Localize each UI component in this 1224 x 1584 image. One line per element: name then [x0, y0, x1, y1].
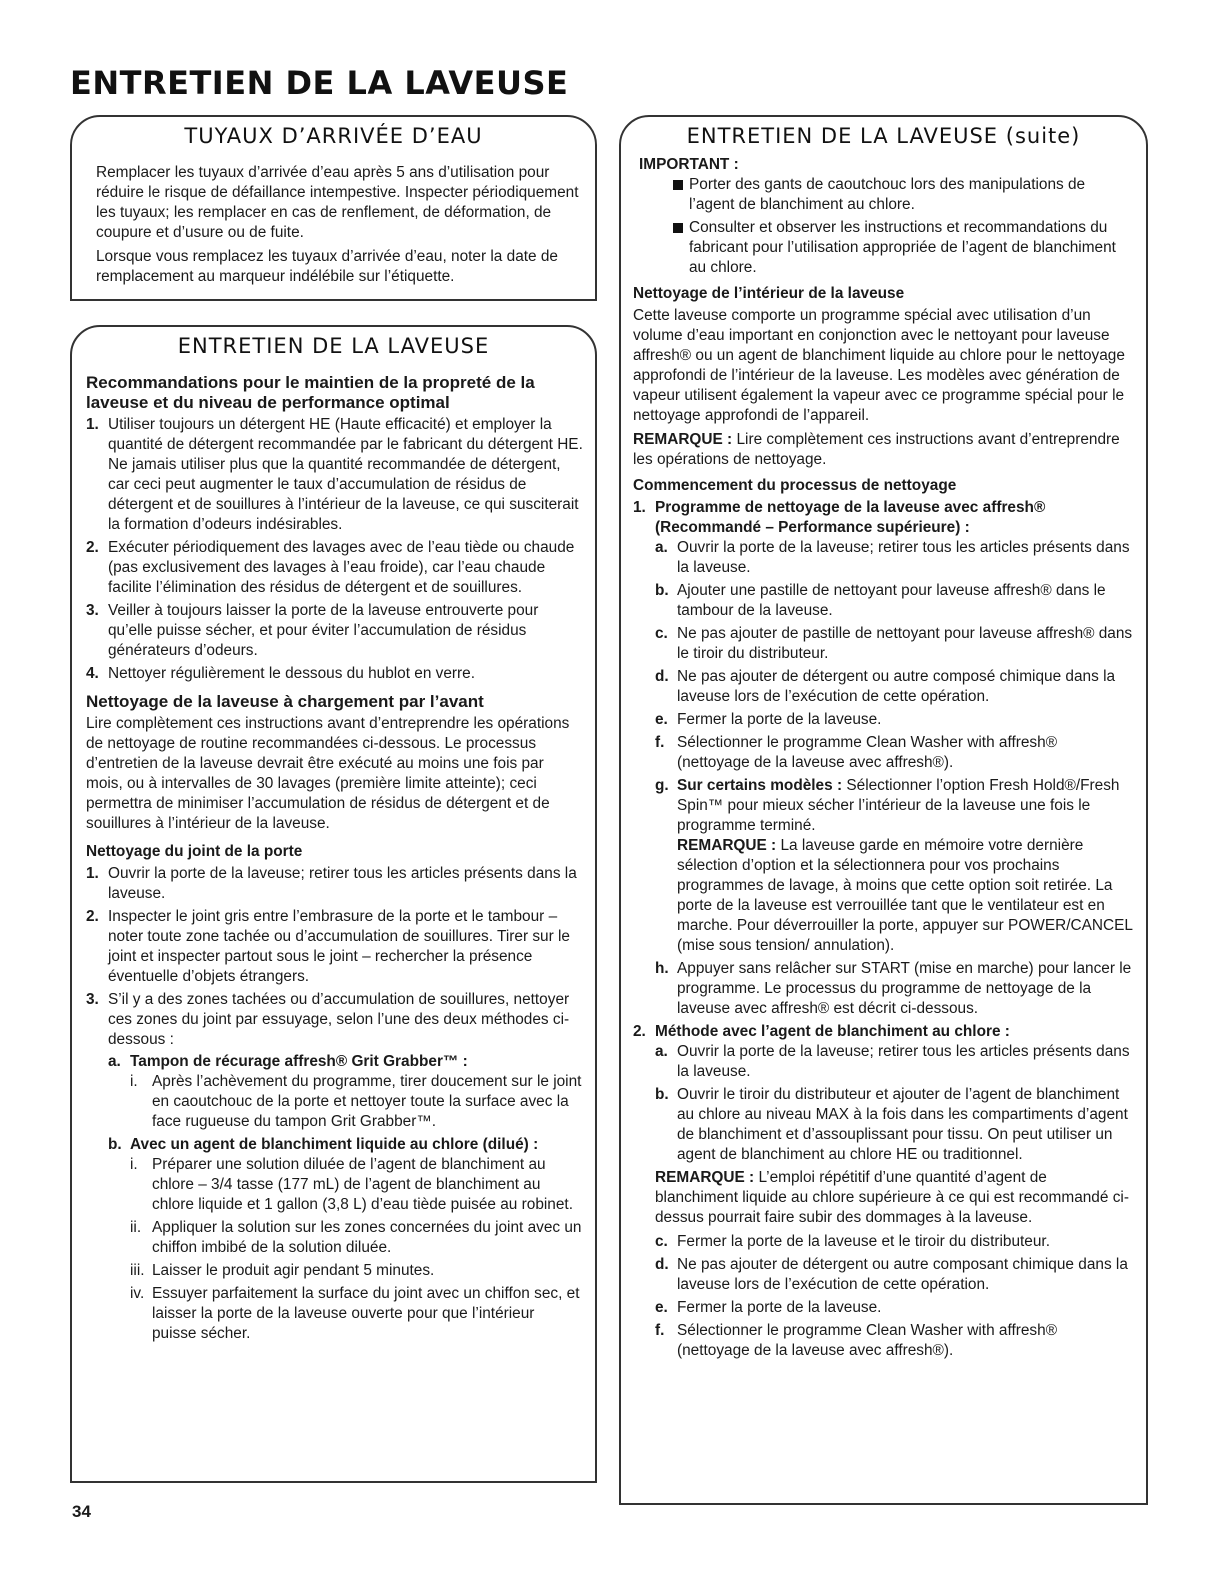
washer-care-continued-section	[619, 115, 1148, 1505]
important-label: IMPORTANT :	[639, 156, 739, 173]
washer-care-heading: ENTRETIEN DE LA LAVEUSE	[177, 334, 490, 358]
interior-cleaning-text: Cette laveuse comporte un programme spécial avec utilisation d’un volume d’eau important en conjonction avec le nettoyant pour laveuse affresh® ou un agent de blanchiment liquide au chlore pour le nettoyage approfondi de l’intérieur de la laveuse. Les modèles avec génération de vapeur utilisent également la vapeur avec ce programme spécial pour le nettoyage approfondi de l’appareil.	[633, 307, 1125, 424]
recommendations-list	[86, 415, 583, 684]
list-item: i. Après l’achèvement du programme, tirer doucement sur le joint en caoutchouc de la porte et nettoyer toute la surface avec la face rugueuse du tampon Grit Grabber™.	[130, 1073, 582, 1130]
list-item: c. Ne pas ajouter de pastille de nettoyant pour laveuse affresh® dans le tiroir du distributeur.	[655, 625, 1133, 662]
list-item: a. Ouvrir la porte de la laveuse; retirer tous les articles présents dans la laveuse.	[655, 1043, 1130, 1080]
list-item: f. Sélectionner le programme Clean Washer with affresh® (nettoyage de la laveuse avec affresh®).	[655, 734, 1058, 771]
program-1: 1. Programme de nettoyage de la laveuse avec affresh® (Recommandé – Performance supérieure) : a. Ouvrir la porte de la laveuse; retirer tous les articles présents dans la laveuse. b. Ajouter une pastille de nettoyant pour laveuse affresh® dans le tambour de la laveuse. c. Ne pas ajouter de pastille de nettoyant pour laveuse affresh® dans le tiroir du distributeur. d. Ne pas ajouter de détergent ou autre composé chimique dans la laveuse lors de l’exécution de cette opération. e. Fermer la porte de la laveuse. f. Sélectionner le programme Clean Washer with affresh® (nettoyage de la laveuse avec affresh®). g. Sur certains modèles : Sélectionner l’option Fresh Hold®/Fresh Spin™ pour mieux sécher l’intérieur de la laveuse une fois le programme terminé. REMARQUE : La laveuse garde en mémoire votre dernière sélection d’option et la sélectionnera pour vos prochains programmes de lavage, à moins que cette option soit retirée. La porte de la laveuse est verrouillée tant que le ventilateur est en marche. Pour déverrouiller la porte, appuyer sur POWER/CANCEL (mise sous tension/ annulation). h. Appuyer sans relâcher sur START (mise en marche) pour lancer le programme. Le processus du programme de nettoyage de la laveuse avec affresh® est décrit ci-dessous.	[633, 499, 1133, 1017]
list-item: iii. Laisser le produit agir pendant 5 minutes.	[130, 1262, 435, 1279]
list-item: 2. Exécuter périodiquement des lavages avec de l’eau tiède ou chaude (pas exclusivement des lavages à l’eau froide), car l’eau chaude facilite l’élimination des résidus de détergent et de souillures.	[86, 539, 575, 596]
list-item: f. Sélectionner le programme Clean Washer with affresh® (nettoyage de la laveuse avec affresh®).	[655, 1322, 1058, 1359]
list-item: b. Ajouter une pastille de nettoyant pour laveuse affresh® dans le tambour de la laveuse.	[655, 582, 1106, 619]
washer-care-continued-heading: ENTRETIEN DE LA LAVEUSE (suite)	[686, 124, 1081, 148]
list-item: ii. Appliquer la solution sur les zones concernées du joint avec un chiffon imbibé de la solution diluée.	[130, 1219, 582, 1256]
page-title: ENTRETIEN DE LA LAVEUSE	[70, 64, 569, 102]
list-item: e. Fermer la porte de la laveuse.	[655, 1299, 882, 1316]
program-2: 2. Méthode avec l’agent de blanchiment au chlore : a. Ouvrir la porte de la laveuse; retirer tous les articles présents dans la laveuse. b. Ouvrir le tiroir du distributeur et ajouter de l’agent de blanchiment au chlore au niveau MAX à la fois dans les compartiments d’agent de blanchiment et d’assouplissant pour tissu. On peut utiliser un agent de blanchiment au chlore HE ou traditionnel. REMARQUE : L’emploi répétitif d’une quantité d’agent de blanchiment liquide au chlore supérieure à ce qui est recommandé ci-dessus pourrait faire subir des dommages à la laveuse. c. Fermer la porte de la laveuse et le tiroir du distributeur. d. Ne pas ajouter de détergent ou autre composant chimique dans la laveuse lors de l’exécution de cette opération. e. Fermer la porte de la laveuse. f. Sélectionner le programme Clean Washer with affresh® (nettoyage de la laveuse avec affresh®).	[633, 1022, 1134, 1361]
program-2-note: REMARQUE : L’emploi répétitif d’une quantité d’agent de blanchiment liquide au chlore supérieure à ce qui est recommandé ci-dessus pourrait faire subir des dommages à la laveuse.	[655, 1169, 1129, 1226]
water-hoses-paragraph-2: Lorsque vous remplacez les tuyaux d’arrivée d’eau, noter la date de remplacement au marqueur indélébile sur l’étiquette.	[96, 248, 558, 285]
page-number: 34	[72, 1502, 91, 1521]
list-item: iv. Essuyer parfaitement la surface du joint avec un chiffon sec, et laisser la porte de la laveuse ouverte pour que l’intérieur puisse sécher.	[130, 1285, 580, 1342]
list-item: 1. Utiliser toujours un détergent HE (Haute efficacité) et employer la quantité de détergent recommandée par le fabricant du détergent HE. Ne jamais utiliser plus que la quantité recommandée de détergent, car ceci peut augmenter le taux d’accumulation de résidus de détergent et de souillures à l’intérieur de la laveuse, ce qui susciterait la formation d’odeurs indésirables.	[86, 416, 583, 533]
program-2-title: Méthode avec l’agent de blanchiment au chlore :	[655, 1023, 1010, 1040]
recommendations-title: Recommandations pour le maintien de la propreté de la laveuse et du niveau de performance optimal	[86, 373, 535, 412]
program-1-title: Programme de nettoyage de la laveuse avec affresh® (Recommandé – Performance supérieure) :	[655, 499, 1046, 536]
list-item: d. Ne pas ajouter de détergent ou autre composé chimique dans la laveuse lors de l’exécution de cette opération.	[655, 668, 1116, 705]
list-item: i. Préparer une solution diluée de l’agent de blanchiment au chlore – 3/4 tasse (177 mL) de l’agent de blanchiment au chlore liquide et 1 gallon (3,8 L) d’eau tiède puisée au robinet.	[130, 1156, 573, 1213]
method-a-title: Tampon de récurage affresh® Grit Grabber™ :	[130, 1053, 468, 1070]
washer-care-section	[70, 325, 597, 1483]
list-item: 2. Inspecter le joint gris entre l’embrasure de la porte et le tambour – noter toute zone tachée ou d’accumulation de souillures. Tirer sur le joint et inspecter partout sous le joint – rechercher la présence éventuelle d’objets étrangers.	[86, 908, 570, 985]
list-item: 3. S’il y a des zones tachées ou d’accumulation de souillures, nettoyer ces zones du joint par essuyage, selon l’une des deux méthodes ci-dessous : a. Tampon de récurage affresh® Grit Grabber™ : i. Après l’achèvement du programme, tirer doucement sur le joint en caoutchouc de la porte et nettoyer toute la surface avec la face rugueuse du tampon Grit Grabber™. b. Avec un agent de blanchiment liquide au chlore (dilué) : i. Préparer une solution diluée de l’agent de blanchiment au chlore – 3/4 tasse (177 mL) de l’agent de blanchiment au chlore liquide et 1 gallon (3,8 L) d’eau tiède puisée au robinet. ii. Appliquer la solution sur les zones concernées du joint avec un chiffon imbibé de la solution diluée. iii. Laisser le produit agir pendant 5 minutes. iv. Essuyer parfaitement la surface du joint avec un chiffon sec, et laisser la porte de la laveuse ouverte pour que l’intérieur puisse sécher.	[86, 991, 582, 1342]
bullet-square-icon	[673, 223, 683, 233]
cleaning-start-title: Commencement du processus de nettoyage	[633, 477, 957, 494]
list-item: d. Ne pas ajouter de détergent ou autre composant chimique dans la laveuse lors de l’exécution de cette opération.	[655, 1256, 1128, 1293]
list-item: a. Ouvrir la porte de la laveuse; retirer tous les articles présents dans la laveuse.	[655, 539, 1130, 576]
method-b: b. Avec un agent de blanchiment liquide au chlore (dilué) : i. Préparer une solution diluée de l’agent de blanchiment au chlore – 3/4 tasse (177 mL) de l’agent de blanchiment au chlore liquide et 1 gallon (3,8 L) d’eau tiède puisée au robinet. ii. Appliquer la solution sur les zones concernées du joint avec un chiffon imbibé de la solution diluée. iii. Laisser le produit agir pendant 5 minutes. iv. Essuyer parfaitement la surface du joint avec un chiffon sec, et laisser la porte de la laveuse ouverte pour que l’intérieur puisse sécher.	[108, 1136, 582, 1342]
list-item: c. Fermer la porte de la laveuse et le tiroir du distributeur.	[655, 1233, 1050, 1250]
list-item: Consulter et observer les instructions et recommandations du fabricant pour l’utilisation appropriée de l’agent de blanchiment au chlore.	[669, 218, 1134, 278]
door-seal-steps	[86, 864, 583, 1344]
door-seal-cleaning-title: Nettoyage du joint de la porte	[86, 843, 303, 860]
front-load-cleaning-text: Lire complètement ces instructions avant d’entreprendre les opérations de nettoyage de routine recommandées ci-dessous. Le processus d’entretien de la laveuse devrait être exécuté au moins une fois par mois, ou à intervalles de 30 lavages (première limite atteinte); ceci permettra de minimiser l’accumulation de résidus de détergent et de souillures à l’intérieur de la laveuse.	[86, 715, 570, 832]
bullet-square-icon	[673, 180, 683, 190]
water-hoses-heading: TUYAUX D’ARRIVÉE D’EAU	[184, 124, 483, 148]
list-item: 3. Veiller à toujours laisser la porte de la laveuse entrouverte pour qu’elle puisse sécher, et pour éviter l’accumulation de résidus générateurs d’odeurs.	[86, 602, 539, 659]
water-hoses-paragraph-1: Remplacer les tuyaux d’arrivée d’eau après 5 ans d’utilisation pour réduire le risque de défaillance intempestive. Inspecter périodiquement les tuyaux; les remplacer en cas de renflement, de déformation, de coupure et d’usure ou de fuite.	[96, 164, 579, 241]
list-item: e. Fermer la porte de la laveuse.	[655, 711, 882, 728]
list-item: 4. Nettoyer régulièrement le dessous du hublot en verre.	[86, 665, 476, 682]
interior-cleaning-note: REMARQUE : Lire complètement ces instructions avant d’entreprendre les opérations de nettoyage.	[633, 431, 1120, 468]
list-item: 1. Ouvrir la porte de la laveuse; retirer tous les articles présents dans la laveuse.	[86, 865, 577, 902]
list-item: Porter des gants de caoutchouc lors des manipulations de l’agent de blanchiment au chlore.	[669, 175, 1134, 215]
list-item: h. Appuyer sans relâcher sur START (mise en marche) pour lancer le programme. Le processus du programme de nettoyage de la laveuse avec affresh® est décrit ci-dessous.	[655, 960, 1132, 1017]
interior-cleaning-title: Nettoyage de l’intérieur de la laveuse	[633, 285, 905, 302]
list-item: b. Ouvrir le tiroir du distributeur et ajouter de l’agent de blanchiment au chlore au niveau MAX à la fois dans les compartiments d’agent de blanchiment et d’assouplissant pour tissu. On peut utiliser un agent de blanchiment au chlore HE ou traditionnel.	[655, 1086, 1128, 1163]
front-load-cleaning-title: Nettoyage de la laveuse à chargement par l’avant	[86, 692, 484, 711]
method-a: a. Tampon de récurage affresh® Grit Grabber™ : i. Après l’achèvement du programme, tirer doucement sur le joint en caoutchouc de la porte et nettoyer toute la surface avec la face rugueuse du tampon Grit Grabber™.	[108, 1053, 582, 1130]
water-hoses-section	[70, 115, 597, 301]
list-item: g. Sur certains modèles : Sélectionner l’option Fresh Hold®/Fresh Spin™ pour mieux sécher l’intérieur de la laveuse une fois le programme terminé. REMARQUE : La laveuse garde en mémoire votre dernière sélection d’option et la sélectionnera pour vos prochains programmes de lavage, à moins que cette option soit retirée. La porte de la laveuse est verrouillée tant que le ventilateur est en marche. Pour déverrouiller la porte, appuyer sur POWER/CANCEL (mise sous tension/ annulation).	[655, 777, 1133, 954]
method-b-title: Avec un agent de blanchiment liquide au chlore (dilué) :	[130, 1136, 539, 1153]
